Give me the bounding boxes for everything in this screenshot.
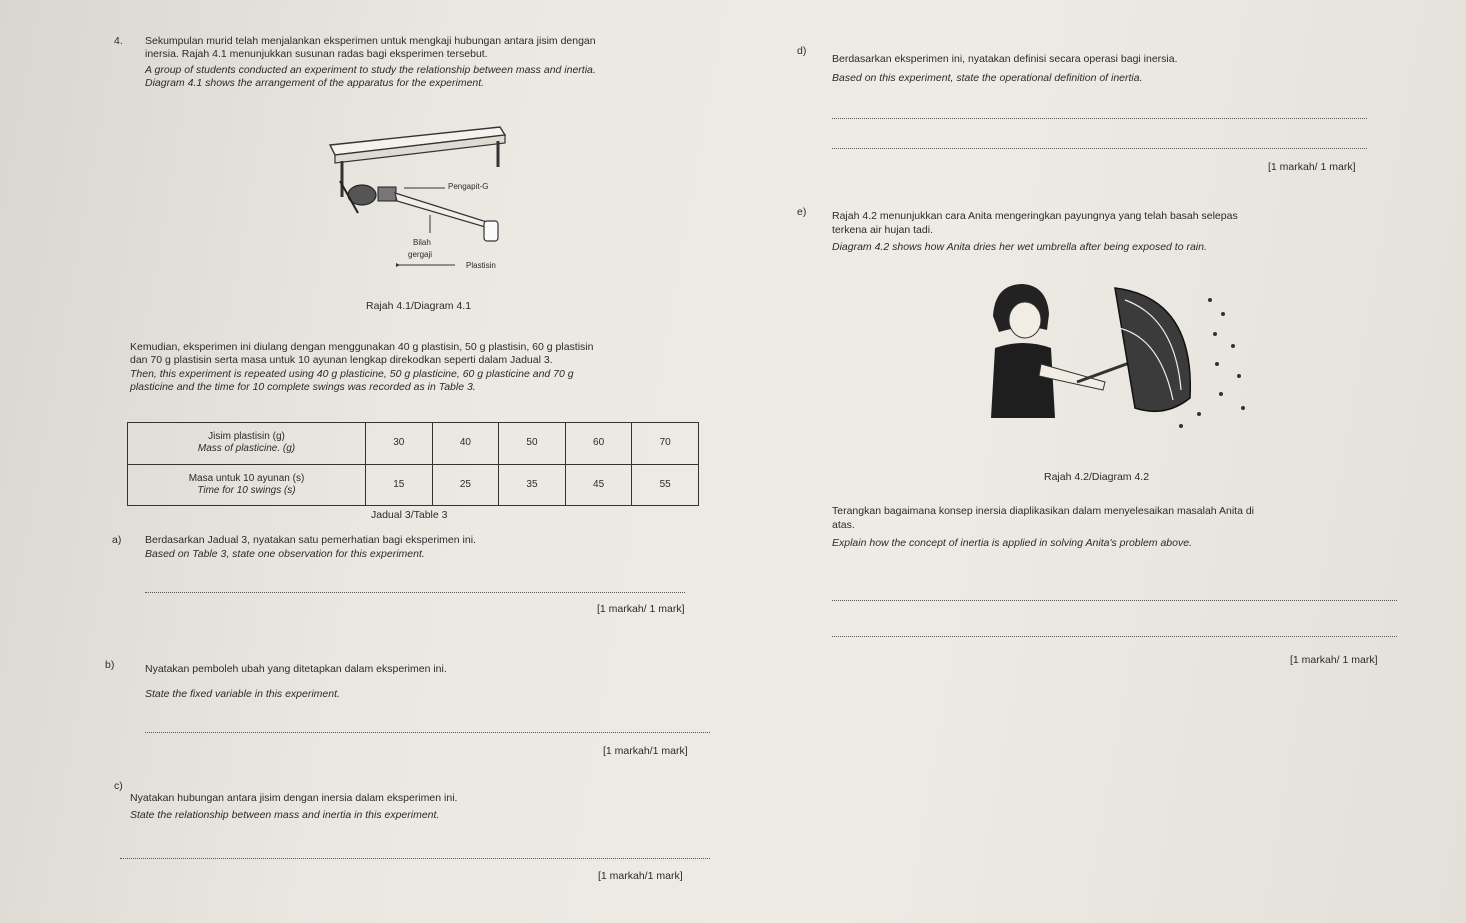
part-d-marks: [1 markah/ 1 mark] <box>1268 161 1356 173</box>
apparatus-diagram <box>300 115 540 285</box>
part-e-explain-ms-line-2: atas. <box>832 519 855 531</box>
intro-ms-line-2: inersia. Rajah 4.1 menunjukkan susunan radas bagi eksperimen tersebut. <box>145 48 488 60</box>
table-cell: 55 <box>632 464 699 506</box>
part-e-explain-ms-line-1: Terangkan bagaimana konsep inersia diaplikasikan dalam menyelesaikan masalah Anita di <box>832 505 1255 517</box>
water-droplet <box>1237 374 1241 378</box>
water-droplet <box>1179 424 1183 428</box>
table-row-time <box>128 464 699 506</box>
part-a-label: a) <box>112 534 122 546</box>
part-d-en: Based on this experiment, state the operational definition of inertia. <box>832 72 1143 84</box>
water-droplet <box>1213 332 1217 336</box>
table-cell: 50 <box>499 423 566 465</box>
water-droplet <box>1197 412 1201 416</box>
table-cell: 15 <box>366 464 433 506</box>
girl-face <box>1009 302 1041 338</box>
g-clamp-jaw <box>378 187 396 201</box>
label-blade-1: Bilah <box>413 238 431 247</box>
part-b-label: b) <box>105 659 115 671</box>
part-b-ms: Nyatakan pemboleh ubah yang ditetapkan dalam eksperimen ini. <box>145 663 447 675</box>
table-cell: 45 <box>565 464 632 506</box>
water-droplet <box>1231 344 1235 348</box>
table-cell: 60 <box>565 423 632 465</box>
table-cell: 70 <box>632 423 699 465</box>
water-droplet <box>1215 362 1219 366</box>
part-a-ms: Berdasarkan Jadual 3, nyatakan satu pemerhatian bagi eksperimen ini. <box>145 534 476 546</box>
table-cell: 35 <box>499 464 566 506</box>
part-c-answer-line[interactable] <box>120 858 710 859</box>
part-a-en: Based on Table 3, state one observation for this experiment. <box>145 548 425 560</box>
part-e-label: e) <box>797 206 807 218</box>
pointer-arrow <box>396 263 400 267</box>
part-d-answer-line-2[interactable] <box>832 148 1367 149</box>
repeat-ms-line-1: Kemudian, eksperimen ini diulang dengan menggunakan 40 g plastisin, 50 g plastisin, 60 g plastisin <box>130 341 594 353</box>
part-b-en: State the fixed variable in this experiment. <box>145 688 340 700</box>
part-e-ms-line-2: terkena air hujan tadi. <box>832 224 933 236</box>
intro-en-line-1: A group of students conducted an experiment to study the relationship between mass and inertia. <box>145 64 596 76</box>
part-e-explain-en: Explain how the concept of inertia is applied in solving Anita's problem above. <box>832 537 1192 549</box>
intro-ms-line-1: Sekumpulan murid telah menjalankan eksperimen untuk mengkaji hubungan antara jisim dengan <box>145 35 596 47</box>
label-blade-2: gergaji <box>408 250 433 259</box>
part-e-answer-line-1[interactable] <box>832 600 1397 601</box>
table-header-mass <box>128 423 366 465</box>
part-a-answer-line[interactable] <box>145 592 685 593</box>
part-c-marks: [1 markah/1 mark] <box>598 870 683 882</box>
diagram-4-1-caption: Rajah 4.1/Diagram 4.1 <box>366 300 472 312</box>
results-table <box>127 422 699 506</box>
part-b-answer-line[interactable] <box>145 732 710 733</box>
repeat-en-line-2: plasticine and the time for 10 complete swings was recorded as in Table 3. <box>130 381 476 393</box>
water-droplet <box>1221 312 1225 316</box>
table-cell: 25 <box>432 464 499 506</box>
hacksaw-blade <box>395 193 492 229</box>
part-c-label: c) <box>114 780 123 792</box>
part-a-marks: [1 markah/ 1 mark] <box>597 603 685 615</box>
table-3-caption: Jadual 3/Table 3 <box>371 509 448 521</box>
part-e-answer-line-2[interactable] <box>832 636 1397 637</box>
part-d-ms: Berdasarkan eksperimen ini, nyatakan definisi secara operasi bagi inersia. <box>832 53 1178 65</box>
plasticine <box>484 221 498 241</box>
label-plasticine: Plastisin <box>466 261 496 270</box>
table-header-mass-ms: Jisim plastisin (g) <box>208 431 285 443</box>
girl-body <box>991 343 1055 418</box>
label-g-clamp: Pengapit-G <box>448 182 489 191</box>
intro-en-line-2: Diagram 4.1 shows the arrangement of the apparatus for the experiment. <box>145 77 485 89</box>
table-header-time-en: Time for 10 swings (s) <box>197 484 296 496</box>
table-cell: 30 <box>366 423 433 465</box>
part-c-en: State the relationship between mass and inertia in this experiment. <box>130 809 440 821</box>
repeat-ms-line-2: dan 70 g plastisin serta masa untuk 10 ayunan lengkap direkodkan seperti dalam Jadual 3. <box>130 354 553 366</box>
water-droplet <box>1241 406 1245 410</box>
part-e-en: Diagram 4.2 shows how Anita dries her wet umbrella after being exposed to rain. <box>832 241 1207 253</box>
table-header-mass-en: Mass of plasticine. (g) <box>197 443 296 455</box>
part-c-ms: Nyatakan hubungan antara jisim dengan inersia dalam eksperimen ini. <box>130 792 458 804</box>
part-e-ms-line-1: Rajah 4.2 menunjukkan cara Anita mengeringkan payungnya yang telah basah selepas <box>832 210 1238 222</box>
table-row-mass <box>128 423 699 465</box>
diagram-4-2-caption: Rajah 4.2/Diagram 4.2 <box>1044 471 1150 483</box>
table-cell: 40 <box>432 423 499 465</box>
water-droplet <box>1208 298 1212 302</box>
part-d-answer-line-1[interactable] <box>832 118 1367 119</box>
umbrella-illustration <box>985 278 1255 438</box>
question-number: 4. <box>114 35 123 47</box>
part-d-label: d) <box>797 45 807 57</box>
water-droplet <box>1219 392 1223 396</box>
part-e-marks: [1 markah/ 1 mark] <box>1290 654 1378 666</box>
part-b-marks: [1 markah/1 mark] <box>603 745 688 757</box>
repeat-en-line-1: Then, this experiment is repeated using 40 g plasticine, 50 g plasticine, 60 g plasticine and 70 g <box>130 368 574 380</box>
table-header-time <box>128 464 366 506</box>
table-header-time-ms: Masa untuk 10 ayunan (s) <box>188 472 305 484</box>
